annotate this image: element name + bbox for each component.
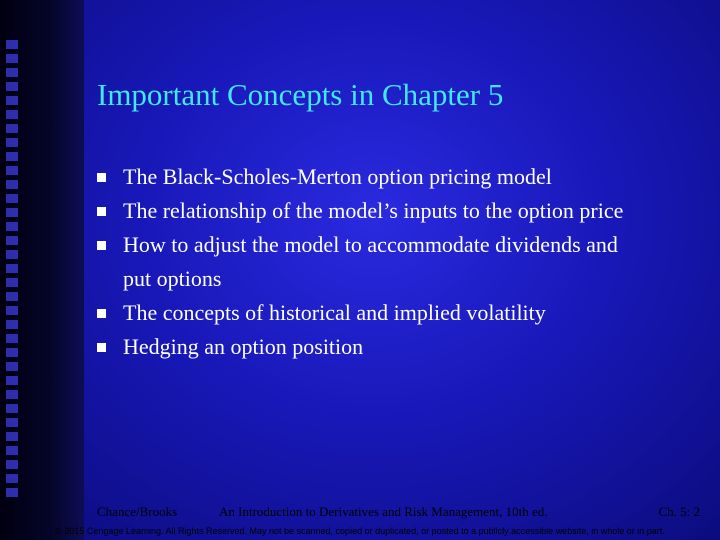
bullet-text xyxy=(123,160,706,194)
footer-authors: Chance/Brooks xyxy=(97,504,178,519)
square-bullet-icon xyxy=(97,173,106,182)
bullet-text xyxy=(123,194,706,228)
bullet-line: The relationship of the model’s inputs to the option price xyxy=(123,198,624,223)
bullet-item xyxy=(96,296,706,330)
slide-footer xyxy=(97,504,700,520)
bullet-item xyxy=(96,194,706,228)
bullet-list xyxy=(96,160,706,364)
square-bullet-icon xyxy=(97,241,106,250)
bullet-line: The Black-Scholes-Merton option pricing model xyxy=(123,164,552,189)
square-bullet-icon xyxy=(97,309,106,318)
bullet-text xyxy=(123,228,706,296)
square-bullet-icon xyxy=(97,343,106,352)
bullet-line: Hedging an option position xyxy=(123,334,364,359)
footer-book-title: An Introduction to Derivatives and Risk Management, 10th ed. xyxy=(219,504,548,519)
slide-title: Important Concepts in Chapter 5 xyxy=(97,77,504,112)
footer-slide-number: Ch. 5: 2 xyxy=(658,504,700,519)
bullet-item xyxy=(96,160,706,194)
bullet-line: How to adjust the model to accommodate dividends and xyxy=(123,232,618,257)
bullet-item xyxy=(96,330,706,364)
decorative-square-column xyxy=(6,40,18,500)
bullet-line: put options xyxy=(123,266,222,291)
square-bullet-icon xyxy=(97,207,106,216)
bullet-text xyxy=(123,296,706,330)
bullet-line: The concepts of historical and implied volatility xyxy=(123,300,546,325)
copyright-notice: © 2015 Cengage Learning. All Rights Reserved. May not be scanned, copied or duplicated, or posted to a publicly accessible website, in whole or in part. xyxy=(55,526,665,536)
left-decorative-bar xyxy=(0,0,84,540)
bullet-item xyxy=(96,228,706,296)
bullet-text xyxy=(123,330,706,364)
